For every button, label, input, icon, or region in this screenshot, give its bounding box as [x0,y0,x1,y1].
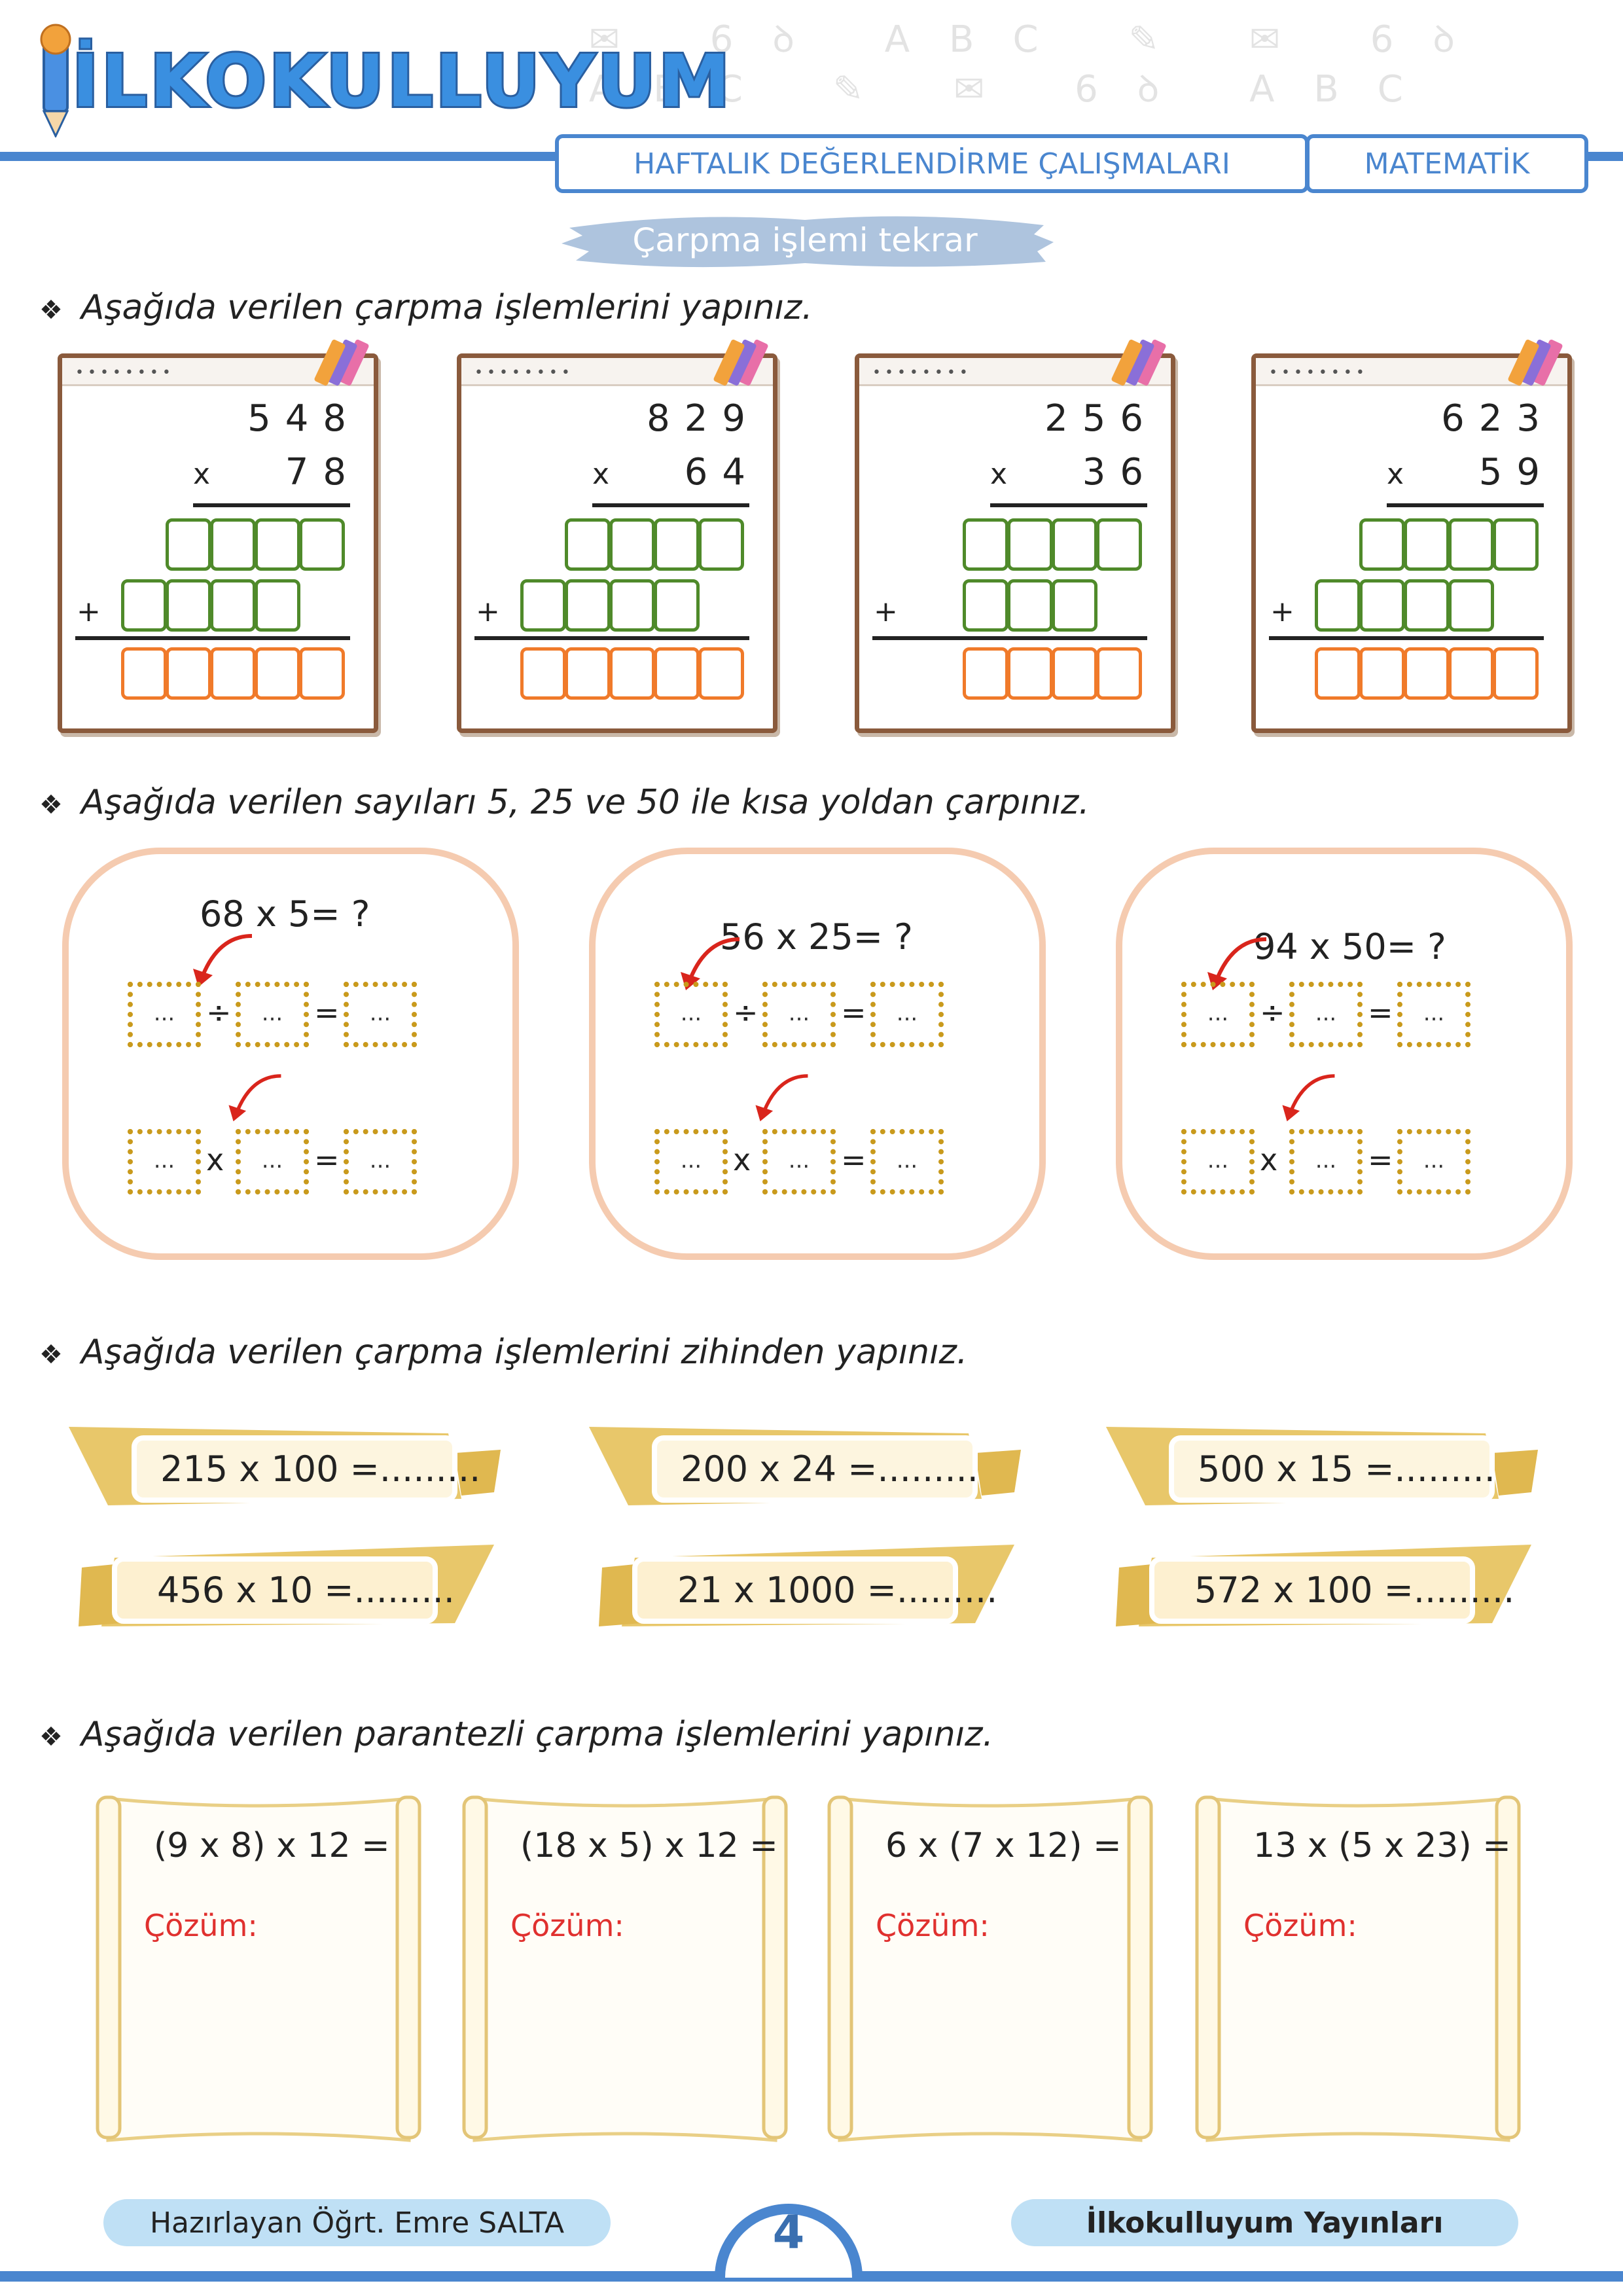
answer-box[interactable] [210,518,256,571]
times-sign: x [592,457,610,491]
result-box[interactable] [1404,647,1450,700]
plus-sign: + [476,595,500,628]
result-box[interactable] [1096,647,1142,700]
blank-box[interactable]: ... [870,982,944,1047]
answer-box[interactable] [963,579,1008,632]
shortcut-panel [1116,848,1573,1260]
weekly-title: HAFTALIK DEĞERLENDİRME ÇALIŞMALARI [633,147,1230,181]
underline [1387,503,1544,507]
spiral-holes-icon: •••••••• [75,365,175,381]
blank-box[interactable]: ... [870,1129,944,1194]
answer-box[interactable] [654,579,700,632]
multiplier: 59 [1478,451,1554,493]
result-box[interactable] [121,647,167,700]
answer-box[interactable] [1448,518,1494,571]
answer-box[interactable] [1052,579,1097,632]
mental-math-expression[interactable]: 21 x 1000 =......... [677,1570,998,1611]
section1-question [39,288,813,327]
blank-box[interactable]: ... [1181,1129,1255,1194]
divide-sign: ÷ [733,995,758,1030]
multiplicand: 623 [1441,397,1554,440]
answer-box[interactable] [1404,518,1450,571]
result-box[interactable] [1052,647,1097,700]
equals-sign: = [841,995,866,1030]
pencil-mascot-icon [36,20,75,137]
background-doodles: ✉ 6ꝺ ABC ✎ ✉ 6ꝺ ABC ✎ ✉ 6ꝺ ABC [589,18,1494,111]
shortcut-panel [589,848,1046,1260]
answer-box[interactable] [565,579,611,632]
plus-sign: + [77,595,101,628]
answer-box[interactable] [1359,518,1405,571]
red-arrow-icon [1266,1070,1345,1122]
page-number: 4 [772,2206,805,2259]
mental-math-expression[interactable]: 500 x 15 =......... [1198,1448,1495,1490]
solution-area[interactable] [1234,1957,1482,2121]
solution-label: Çözüm: [144,1908,258,1943]
result-box[interactable] [654,647,700,700]
shortcut-expression: 68 x 5= ? [200,893,370,935]
blank-box[interactable]: ... [236,1129,309,1194]
section2-question [39,783,1090,822]
multiplier: 64 [684,451,760,493]
bullet-icon: ❖ [39,1340,63,1370]
result-box[interactable] [255,647,300,700]
spiral-holes-icon: •••••••• [1269,365,1368,381]
section3-question [39,1333,967,1372]
answer-box[interactable] [255,579,300,632]
result-box[interactable] [1007,647,1053,700]
section3-question-text: Aşağıda verilen çarpma işlemlerini zihinden yapınız. [80,1333,968,1372]
blank-box[interactable]: ... [654,1129,728,1194]
section4-question [39,1715,993,1754]
equals-sign: = [1368,995,1393,1030]
answer-box[interactable] [255,518,300,571]
red-arrow-icon [213,1070,291,1122]
sum-line [872,636,1147,640]
shortcut-panel [62,848,519,1260]
equals-sign: = [1368,1142,1393,1177]
author-pill [103,2199,611,2246]
multiplicand: 548 [247,397,361,440]
result-box[interactable] [210,647,256,700]
bullet-icon: ❖ [39,1722,63,1752]
answer-box[interactable] [1007,518,1053,571]
blank-box[interactable]: ... [344,1129,417,1194]
result-box[interactable] [1448,647,1494,700]
parenthesis-expression: (9 x 8) x 12 = [154,1826,390,1865]
answer-box[interactable] [609,518,655,571]
parenthesis-expression: (18 x 5) x 12 = [520,1826,778,1865]
result-box[interactable] [1493,647,1539,700]
answer-box[interactable] [1315,579,1361,632]
answer-box[interactable] [1096,518,1142,571]
spiral-holes-icon: •••••••• [474,365,574,381]
times-sign: x [206,1142,224,1177]
multiplication-notebook [58,353,378,733]
solution-area[interactable] [501,1957,749,2121]
weekly-title-box [555,134,1309,193]
result-box[interactable] [963,647,1008,700]
mental-math-expression[interactable]: 456 x 10 =......... [157,1570,455,1611]
section2-question-text: Aşağıda verilen sayıları 5, 25 ve 50 ile kısa yoldan çarpınız. [80,783,1090,822]
blank-box[interactable]: ... [236,982,309,1047]
multiplication-notebook [457,353,777,733]
blank-box[interactable]: ... [344,982,417,1047]
blank-box[interactable]: ... [1397,982,1471,1047]
mental-math-expression[interactable]: 215 x 100 =......... [160,1448,481,1490]
solution-area[interactable] [134,1957,383,2121]
publisher-text: İlkokulluyum Yayınları [1086,2206,1444,2240]
answer-box[interactable] [1359,579,1405,632]
plus-sign: + [1270,595,1294,628]
multiplicand: 256 [1044,397,1158,440]
spiral-holes-icon: •••••••• [872,365,972,381]
author-text: Hazırlayan Öğrt. Emre SALTA [149,2206,565,2240]
times-sign: x [990,457,1008,491]
shortcut-expression: 56 x 25= ? [720,916,913,958]
multiplier: 78 [285,451,361,493]
blank-box[interactable]: ... [762,982,836,1047]
answer-box[interactable] [1404,579,1450,632]
blank-box[interactable]: ... [128,982,201,1047]
answer-box[interactable] [520,579,566,632]
blank-box[interactable]: ... [1289,1129,1363,1194]
result-box[interactable] [299,647,345,700]
answer-box[interactable] [565,518,611,571]
blank-box[interactable]: ... [1181,982,1255,1047]
answer-box[interactable] [210,579,256,632]
times-sign: x [733,1142,751,1177]
times-sign: x [1260,1142,1278,1177]
underline [990,503,1147,507]
publisher-pill [1011,2199,1518,2246]
equals-sign: = [841,1142,866,1177]
section4-question-text: Aşağıda verilen parantezli çarpma işlemlerini yapınız. [80,1715,993,1754]
answer-box[interactable] [121,579,167,632]
shortcut-expression: 94 x 50= ? [1253,926,1446,967]
bullet-icon: ❖ [39,790,63,820]
subject-box [1306,134,1588,193]
answer-box[interactable] [654,518,700,571]
plus-sign: + [874,595,898,628]
blank-box[interactable]: ... [654,982,728,1047]
blank-box[interactable]: ... [1289,982,1363,1047]
result-box[interactable] [166,647,211,700]
divide-sign: ÷ [206,995,232,1030]
sum-line [474,636,749,640]
sum-line [1269,636,1544,640]
mental-math-expression[interactable]: 200 x 24 =......... [681,1448,978,1490]
solution-label: Çözüm: [1243,1908,1357,1943]
underline [592,503,749,507]
result-box[interactable] [520,647,566,700]
answer-box[interactable] [299,518,345,571]
subject-label: MATEMATİK [1364,147,1530,181]
blank-box[interactable]: ... [762,1129,836,1194]
logo: İLKOKULLUYUM [72,39,733,123]
equals-sign: = [314,995,340,1030]
red-arrow-icon [740,1070,818,1122]
solution-area[interactable] [866,1957,1115,2121]
solution-label: Çözüm: [876,1908,990,1943]
multiplicand: 829 [647,397,760,440]
parenthesis-expression: 6 x (7 x 12) = [885,1826,1122,1865]
answer-box[interactable] [1052,518,1097,571]
blank-box[interactable]: ... [1397,1129,1471,1194]
answer-box[interactable] [166,579,211,632]
parenthesis-expression: 13 x (5 x 23) = [1253,1826,1511,1865]
result-box[interactable] [609,647,655,700]
times-sign: x [1387,457,1404,491]
multiplier: 36 [1082,451,1158,493]
answer-box[interactable] [1448,579,1494,632]
sum-line [75,636,350,640]
times-sign: x [193,457,211,491]
result-box[interactable] [1359,647,1405,700]
multiplication-notebook [1251,353,1572,733]
result-box[interactable] [565,647,611,700]
multiplication-notebook [855,353,1175,733]
answer-box[interactable] [1007,579,1053,632]
topic-title: Çarpma işlemi tekrar [632,221,978,259]
answer-box[interactable] [609,579,655,632]
bullet-icon: ❖ [39,295,63,325]
equals-sign: = [314,1142,340,1177]
mental-math-expression[interactable]: 572 x 100 =......... [1194,1570,1515,1611]
answer-box[interactable] [698,518,744,571]
divide-sign: ÷ [1260,995,1285,1030]
red-arrow-icon [180,929,259,988]
answer-box[interactable] [1493,518,1539,571]
result-box[interactable] [1315,647,1361,700]
solution-label: Çözüm: [510,1908,624,1943]
answer-box[interactable] [963,518,1008,571]
underline [193,503,350,507]
section1-question-text: Aşağıda verilen çarpma işlemlerini yapınız. [80,288,813,327]
blank-box[interactable]: ... [128,1129,201,1194]
answer-box[interactable] [166,518,211,571]
result-box[interactable] [698,647,744,700]
